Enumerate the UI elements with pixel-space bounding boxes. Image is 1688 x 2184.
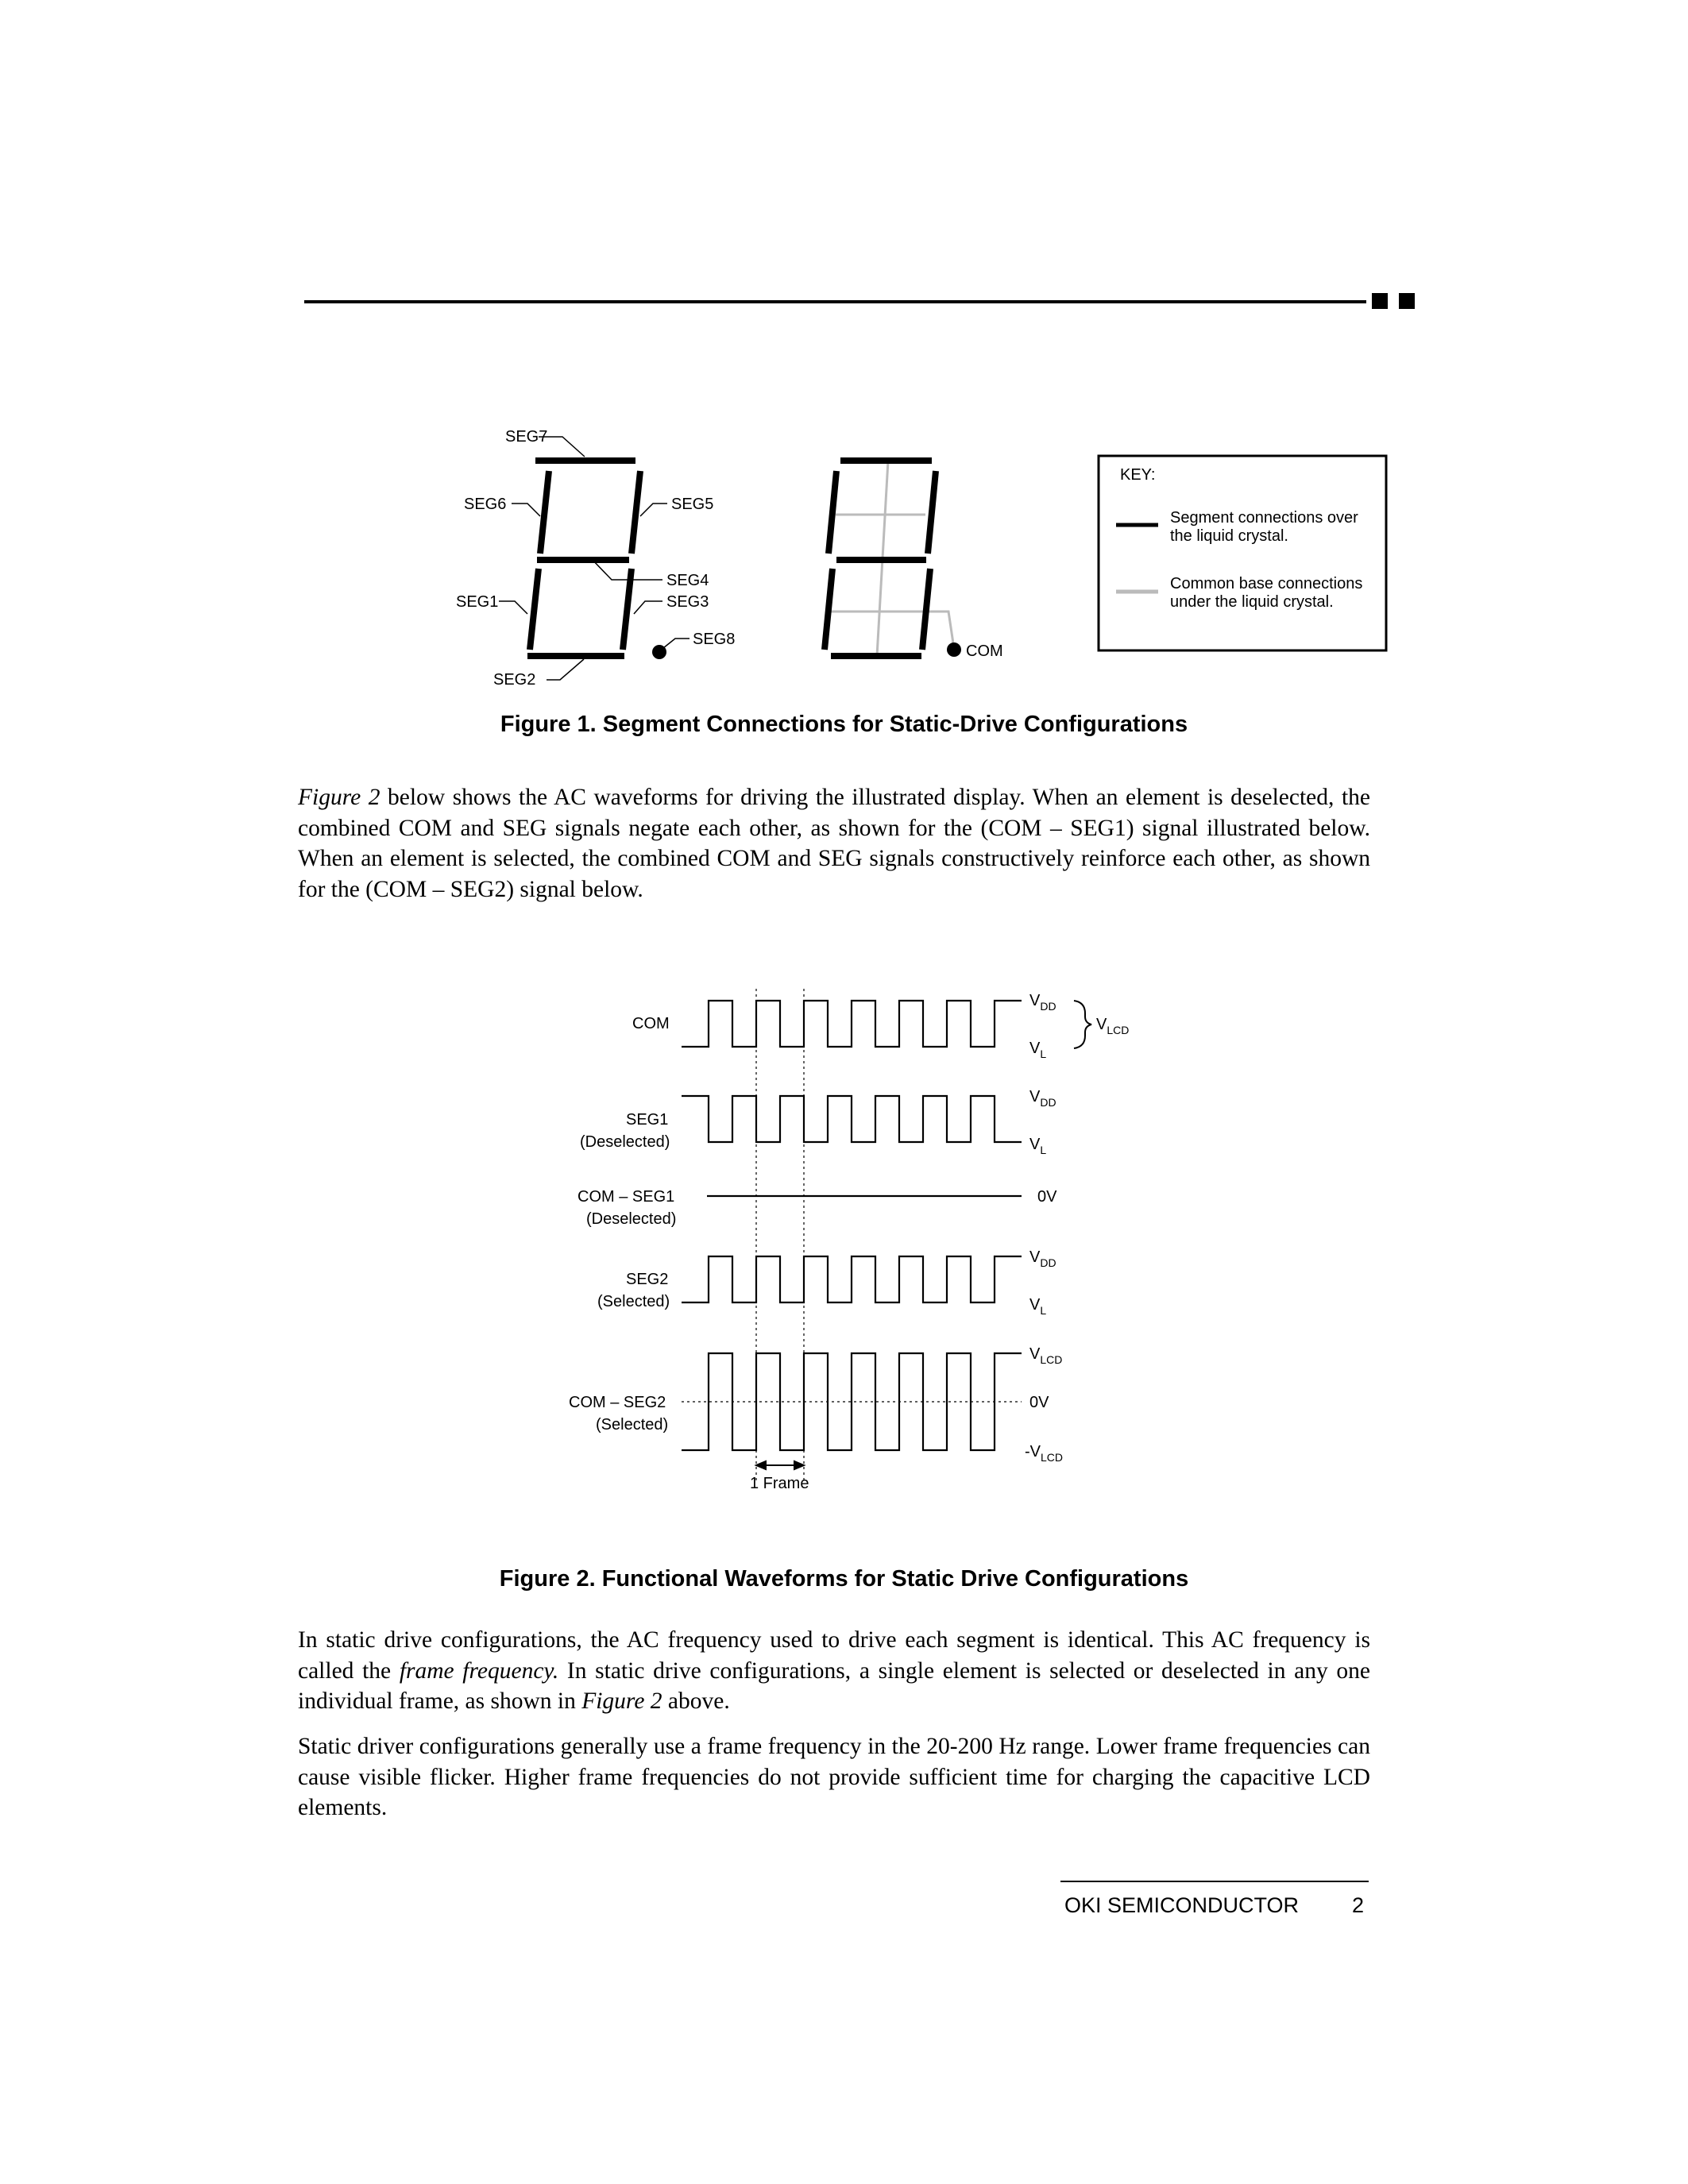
figure2-ref: Figure 2: [298, 785, 380, 810]
frame-arrow: [756, 1461, 804, 1469]
paragraph-1: Figure 2 below shows the AC waveforms for driving the illustrated display. When an element is deselected, the combined COM and SEG signals negate each other, as shown for the (COM – SEG1) signal illustrated below. When an element is selected, the combined COM and SEG signals constructively reinforce each other, as shown for the (COM – SEG2) signal below.: [298, 785, 1370, 902]
com-vdd-label: $V_{DD}$: [1029, 992, 1056, 1013]
com-label: COM: [966, 642, 1003, 660]
key-item1-line2: the liquid crystal.: [1170, 527, 1288, 545]
com-dot: [947, 642, 961, 657]
com-seg1-0v-label: 0V: [1037, 1188, 1057, 1206]
seg3-label: SEG3: [666, 593, 709, 611]
com-wave: [682, 1001, 1022, 1047]
frame-label: 1 Frame: [750, 1475, 809, 1492]
key-item2-line2: under the liquid crystal.: [1170, 593, 1334, 611]
key-item2-line1: Common base connections: [1170, 575, 1363, 592]
seg4-label: SEG4: [666, 572, 709, 589]
com-seg1-state-label: (Deselected): [586, 1210, 677, 1228]
seg2-state-label: (Selected): [597, 1293, 670, 1310]
seg2-vl-label: $V_L$: [1029, 1296, 1047, 1317]
key-box: [1099, 456, 1386, 650]
figure2-caption: Figure 2. Functional Waveforms for Static Drive Configurations: [499, 1566, 1189, 1592]
seg2-vdd-label: $V_{DD}$: [1029, 1248, 1056, 1269]
footer-page-number: 2: [1352, 1893, 1365, 1917]
seg6-label: SEG6: [464, 496, 507, 513]
seven-segment-display-left: [527, 461, 640, 656]
seg1-state-label: (Deselected): [580, 1133, 670, 1151]
figure1-caption: Figure 1. Segment Connections for Static-Drive Configurations: [500, 712, 1188, 737]
footer-rule: [1060, 1881, 1369, 1882]
footer-company: OKI SEMICONDUCTOR: [1064, 1893, 1300, 1917]
paragraph-3: Static driver configurations generally use a frame frequency in the 20-200 Hz range. Lower frame frequencies can cause visible flicker. Higher frame frequencies do not provide sufficient time for charging the capacitive LCD elements.: [298, 1734, 1370, 1820]
figure2-waveforms: [569, 989, 1129, 1492]
segment-3: [623, 569, 632, 650]
vlcd-brace-label: $V_{LCD}$: [1096, 1016, 1130, 1036]
com-vl-label: $V_L$: [1029, 1040, 1047, 1060]
seg5-label: SEG5: [671, 496, 714, 513]
seg2-wave-label: SEG2: [626, 1271, 669, 1288]
com-seg1-wave-label: COM – SEG1: [577, 1188, 675, 1206]
seg1-wave-label: SEG1: [626, 1111, 669, 1129]
com-seg2-0v-label: 0V: [1029, 1394, 1049, 1411]
com-seg2-neg-vlcd-label: $-V_{LCD}$: [1025, 1443, 1064, 1464]
key-title: KEY:: [1120, 466, 1156, 484]
com-seg2-state-label: (Selected): [596, 1416, 669, 1433]
seg1-vdd-label: $V_{DD}$: [1029, 1088, 1056, 1109]
com-seg2-vlcd-label: $V_{LCD}$: [1029, 1345, 1063, 1366]
seg1-label: SEG1: [456, 593, 499, 611]
segment-5: [632, 471, 640, 554]
com-seg2-wave-label: COM – SEG2: [569, 1394, 666, 1411]
seg1-vl-label: $V_L$: [1029, 1136, 1047, 1156]
key-item1-line1: Segment connections over: [1170, 509, 1358, 527]
segment-1: [530, 569, 539, 650]
seg8-label: SEG8: [693, 631, 736, 648]
segment-6: [540, 471, 549, 554]
vlcd-brace: [1074, 1001, 1091, 1048]
com-wave-label: COM: [632, 1015, 670, 1032]
seg2-label: SEG2: [493, 671, 536, 689]
paragraph-2: In static drive configurations, the AC frequency used to drive each segment is identical. This AC frequency is called the frame frequency. In static drive configurations, a single element is selected or deselected in any one individual frame, as shown in Figure 2 above.: [298, 1627, 1371, 1714]
seg1-wave: [682, 1096, 1022, 1142]
seven-segment-display-right: [825, 461, 1003, 660]
seg7-label: SEG7: [505, 428, 548, 446]
seg2-wave: [682, 1256, 1022, 1302]
